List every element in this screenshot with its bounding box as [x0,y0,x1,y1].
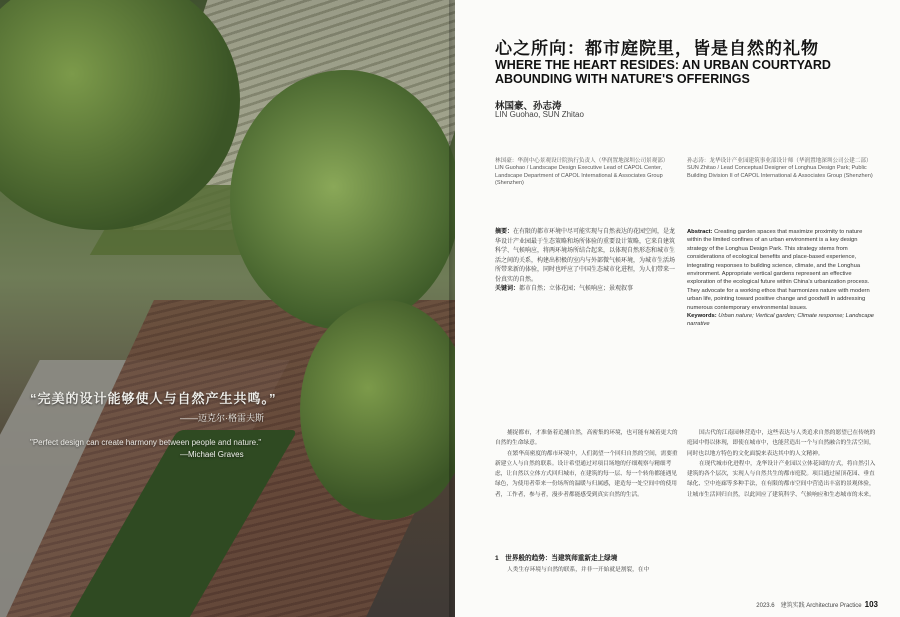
quote-en: "Perfect design can create harmony between people and nature." [30,438,262,447]
authors-en: LIN Guohao, SUN Zhitao [495,110,584,119]
abstract-en-text: Creating garden spaces that maximize proximity to nature within the limited confines of an urban environment is a key design strategy of the Longhua Design Park. This strategy stems from considerations of ecological benefits and place-based experience, integrating responses to building science, climate, and the Longhua environment. Appropriate vertical gardens represent an effective exploration of the ecological future within China's urbanization process. They advocate for a working ethos that harmonizes nature with modern urban life, pointing toward positive change and goodwill in addressing numerous contemporary environmental issues. [687,229,870,311]
body-paragraph: 国古代的江南园林营造中，这些表达与人类追求自然的愿望已在传统的庭园中得以体现，即使在城市中，也能营造出一个与自然融合的生活空间，同时也以地方特色的文化面貌来表达其中的人文精神。 [687,430,876,457]
quote-en-attribution: —Michael Graves [180,450,244,459]
body-paragraph: 在繁华高密度的都市环境中，人们渴望一个回归自然的空间，需要重新建立人与自然的联系。设计希望通过对项目场地的仔细观察与精细考虑，让自然以立体方式回归城市，在建筑的每一层、每一个转角都能遇见绿色，为使用者带来一份场所的温暖与归属感，建造每一处空间中的使用者，工作者，参与者，漫步者都能感受到真实自然的生活。 [495,450,678,498]
body-column-right [687,428,877,500]
abstract-en-label: Abstract: [687,229,713,235]
author-bio-left: 林国豪：华润中心景观设计院执行负责人（华润置地深圳公司景观部） LIN Guohao / Landscape Design Executive Lead of CAPOL Center, Landscape Department of CAPOL International & Associates Group (Shenzhen) [495,158,669,187]
page-footer [756,600,878,609]
article-title-zh: 心之所向：都市庭院里，皆是自然的礼物 [495,39,819,58]
keywords-zh-label: 关键词： [495,286,520,292]
page-number: 103 [864,600,878,609]
quote-zh: “完美的设计能够使人与自然产生共鸣。” [30,391,277,406]
abstract-zh [495,228,680,295]
abstract-zh-label: 摘要： [495,229,514,235]
keywords-zh-text: 都市自然；立体花园；气候响应；景观叙事 [519,286,634,292]
body-paragraph: 捕捉都市，才准备着追捕自然，高密集的环境，也可能有城着更大的自然的生命绿意。 [495,430,678,447]
abstract-zh-text: 在有限的都市环境中尽可能实现与自然表达的花园空间，是龙华设计产业园最于生态策略和场所体验的重要设计策略，它来自建筑科学、气候响应，将两环境场所结合起来，以体现自然形态和城市生活之间的关系，构建出积极的室内与外部微气候环境，为城市生活场所带来新的体验，同时也呼应了中国生态城市化进程，为人们带来一份真实的自然。 [495,229,676,283]
pull-quote [30,388,300,459]
article-page [455,0,900,617]
section-heading: 1 世界般的趋势：当建筑师重新走上绿境 [495,555,618,562]
article-title-en: WHERE THE HEART RESIDES: AN URBAN COURTYARD ABOUNDING WITH NATURE'S OFFERINGS [495,58,831,86]
section-body: 人类生存环境与自然的联系，并非一开始就是割裂，在中 [507,567,650,573]
author-bio-right: 孙志涛：龙华设计产业园建筑事业部设计师（华润置地深圳公司公建二部） SUN Zhitao / Lead Conceptual Designer of Longhua Design Park; Public Building Division II of CAPOL International & Associates Group (Shenzhen) [687,158,873,179]
body-paragraph: 在现代城市化进程中，龙华设计产业园以立体花园的方式，将自然引入建筑的各个层次，实现人与自然共生的都市庭院。项目通过屋顶花园、垂直绿化、空中连廊等多种手法，在有限的都市空间中营造出丰富的景观体验，让城市生活回归自然，以此回应了建筑科学、气候响应和生态城市的未来。 [687,460,876,498]
photo-tree [230,70,455,330]
authors-zh: 林国豪、孙志涛 [495,101,562,112]
quote-zh-attribution: ——迈克尔·格雷夫斯 [180,413,264,423]
body-column-left [495,428,680,500]
issue-label: 2023.6 建筑实践 Architecture Practice [756,603,862,609]
abstract-en [687,228,877,329]
keywords-en-text: Urban nature; Vertical garden; Climate response; Landscape narrative [687,313,875,328]
keywords-en-label: Keywords: [687,313,717,320]
